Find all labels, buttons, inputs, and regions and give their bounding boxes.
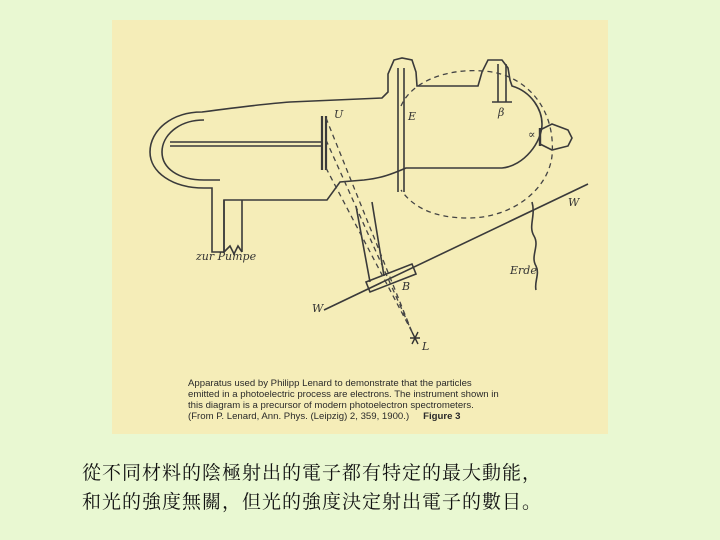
caption-citation: (From P. Lenard, Ann. Phys. (Leipzig) 2, 359, 1900.) — [188, 411, 410, 422]
electrode-rod — [170, 142, 322, 146]
cathode-plate — [322, 116, 326, 170]
explanation-line-1: 從不同材料的陰極射出的電子都有特定的最大動能， — [82, 462, 543, 484]
vacuum-tube-outline — [150, 58, 542, 252]
lenard-apparatus-diagram — [112, 20, 608, 434]
label-e: E — [408, 110, 417, 123]
light-path-3 — [326, 168, 412, 332]
label-alpha: ∝ — [528, 128, 536, 141]
figure-caption — [188, 378, 548, 422]
label-beta: β — [498, 106, 505, 119]
label-pump: zur Pumpe — [196, 250, 257, 263]
pump-stem — [224, 200, 242, 252]
alpha-side-arm — [540, 124, 572, 150]
light-source-star — [410, 332, 420, 344]
caption-line — [188, 411, 548, 422]
electron-trajectory — [401, 71, 552, 218]
label-b: B — [402, 280, 411, 293]
explanation-line-2: 和光的強度無關，但光的強度決定射出電子的數目。 — [82, 491, 543, 513]
caption-line: emitted in a photoelectric process are electrons. The instrument shown in — [188, 389, 499, 400]
tube-inner-contour — [162, 120, 220, 180]
figure-number: Figure 3 — [423, 411, 461, 422]
light-path-1 — [326, 118, 412, 332]
label-u: U — [334, 108, 344, 121]
caption-line: Apparatus used by Philipp Lenard to demonstrate that the particles — [188, 378, 472, 389]
collimator-tube — [356, 202, 384, 282]
label-w-right: W — [568, 196, 580, 209]
label-w-left: W — [312, 302, 324, 315]
electrode-e — [398, 68, 404, 192]
explanation-text — [82, 459, 682, 517]
label-l: L — [422, 340, 430, 353]
label-erde: Erde — [510, 264, 537, 277]
figure-panel — [112, 20, 608, 434]
caption-line: this diagram is a precursor of modern photoelectron spectrometers. — [188, 400, 474, 411]
